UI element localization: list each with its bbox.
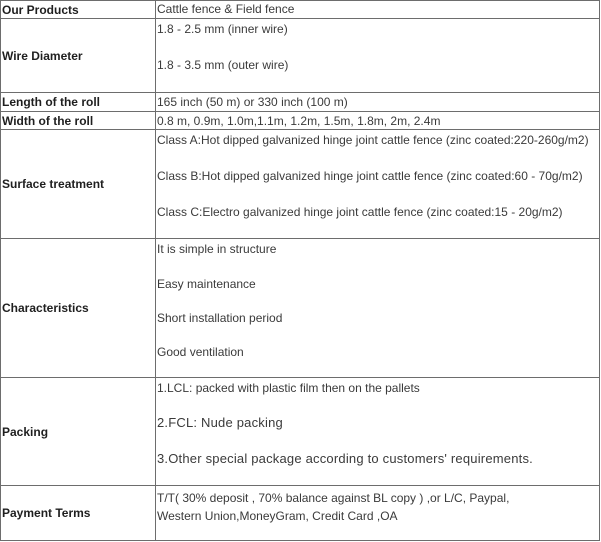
payment-terms-value	[156, 486, 600, 541]
characteristics-value	[156, 239, 600, 378]
width-label: Width of the roll	[1, 112, 156, 130]
table-row-length	[1, 93, 600, 112]
characteristics-line: Good ventilation	[157, 345, 244, 359]
surface-treatment-label: Surface treatment	[1, 130, 156, 239]
wire-diameter-label: Wire Diameter	[1, 19, 156, 93]
packing-label: Packing	[1, 378, 156, 486]
width-value-text: 0.8 m, 0.9m, 1.0m,1.1m, 1.2m, 1.5m, 1.8m, 2m, 2.4m	[157, 114, 441, 128]
packing-value	[156, 378, 600, 486]
surface-treatment-line: Class A:Hot dipped galvanized hinge joint cattle fence (zinc coated:220-260g/m2)	[157, 133, 589, 147]
characteristics-line: Easy maintenance	[157, 277, 256, 291]
table-row-payment-terms	[1, 486, 600, 541]
products-value	[156, 1, 600, 19]
products-label: Our Products	[1, 1, 156, 19]
table-row-width	[1, 112, 600, 130]
length-label: Length of the roll	[1, 93, 156, 112]
packing-line: 2.FCL: Nude packing	[157, 415, 283, 430]
surface-treatment-line: Class B:Hot dipped galvanized hinge joint cattle fence (zinc coated:60 - 70g/m2)	[157, 169, 583, 183]
surface-treatment-line: Class C:Electro galvanized hinge joint cattle fence (zinc coated:15 - 20g/m2)	[157, 205, 563, 219]
table-row-surface-treatment	[1, 130, 600, 239]
surface-treatment-value	[156, 130, 600, 239]
characteristics-line: It is simple in structure	[157, 242, 277, 256]
packing-line: 3.Other special package according to customers' requirements.	[157, 451, 533, 466]
packing-line: 1.LCL: packed with plastic film then on the pallets	[157, 381, 420, 395]
table-row-characteristics	[1, 239, 600, 378]
payment-terms-label: Payment Terms	[1, 486, 156, 541]
length-value	[156, 93, 600, 112]
length-value-text: 165 inch (50 m) or 330 inch (100 m)	[157, 95, 348, 109]
wire-diameter-line: 1.8 - 2.5 mm (inner wire)	[157, 22, 288, 36]
characteristics-line: Short installation period	[157, 311, 283, 325]
payment-terms-text: T/T( 30% deposit , 70% balance against BL copy ) ,or L/C, Paypal, Western Union,MoneyGram, Credit Card ,OA	[157, 491, 510, 523]
table-row-packing	[1, 378, 600, 486]
characteristics-label: Characteristics	[1, 239, 156, 378]
wire-diameter-line: 1.8 - 3.5 mm (outer wire)	[157, 58, 289, 72]
table-row-wire-diameter	[1, 19, 600, 93]
width-value	[156, 112, 600, 130]
products-value-text: Cattle fence & Field fence	[157, 2, 295, 16]
wire-diameter-value	[156, 19, 600, 93]
table-row-products	[1, 1, 600, 19]
